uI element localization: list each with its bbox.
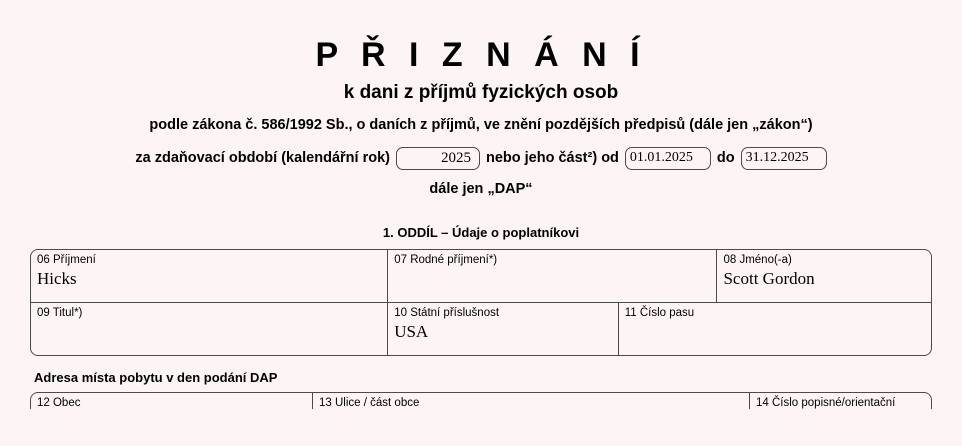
taxpayer-details-table bbox=[30, 249, 932, 356]
period-prefix-label: za zdaňovací období (kalendářní rok) bbox=[135, 150, 390, 167]
field-house-number-label: 14 Číslo popisné/orientační bbox=[756, 396, 896, 409]
field-citizenship-label: 10 Státní příslušnost bbox=[394, 306, 500, 319]
page-subtitle: k dani z příjmů fyzických osob bbox=[343, 81, 619, 103]
table-row bbox=[31, 250, 931, 303]
address-table bbox=[30, 392, 932, 409]
field-passport[interactable] bbox=[619, 303, 931, 355]
document-page bbox=[0, 38, 962, 446]
field-surname-value: Hicks bbox=[37, 269, 77, 289]
address-section-heading: Adresa místa pobytu v den podání DAP bbox=[34, 369, 278, 385]
field-birth-surname[interactable] bbox=[388, 250, 717, 302]
period-from-field[interactable]: 01.01.2025 bbox=[625, 147, 711, 170]
field-street[interactable] bbox=[313, 393, 750, 409]
section-1-heading: 1. ODDÍL – Údaje o poplatníkovi bbox=[382, 224, 580, 240]
field-city[interactable] bbox=[31, 393, 313, 409]
field-passport-label: 11 Číslo pasu bbox=[624, 306, 695, 319]
table-row bbox=[31, 393, 931, 409]
field-birth-surname-label: 07 Rodné příjmení*) bbox=[394, 253, 498, 266]
dap-alias-line: dále jen „DAP“ bbox=[429, 180, 533, 197]
period-middle-label: nebo jeho část²) od bbox=[485, 150, 619, 167]
field-citizenship[interactable] bbox=[388, 303, 619, 355]
field-firstname[interactable] bbox=[717, 250, 931, 302]
table-row bbox=[31, 303, 931, 355]
field-surname[interactable] bbox=[31, 250, 388, 302]
field-surname-label: 06 Příjmení bbox=[37, 253, 96, 266]
page-title: P Ř I Z N Á N Í bbox=[315, 36, 647, 74]
period-to-label: do bbox=[716, 150, 735, 167]
field-firstname-value: Scott Gordon bbox=[723, 269, 815, 289]
tax-period-line bbox=[0, 147, 962, 170]
field-city-label: 12 Obec bbox=[37, 396, 81, 409]
tax-year-field[interactable]: 2025 bbox=[396, 147, 480, 170]
field-citizenship-value: USA bbox=[394, 322, 429, 342]
field-title-label: 09 Titul*) bbox=[37, 306, 83, 319]
field-firstname-label: 08 Jméno(-a) bbox=[723, 253, 792, 266]
period-to-field[interactable]: 31.12.2025 bbox=[741, 147, 827, 170]
field-title[interactable] bbox=[31, 303, 388, 355]
field-house-number[interactable] bbox=[750, 393, 931, 409]
field-street-label: 13 Ulice / část obce bbox=[319, 396, 420, 409]
law-reference-line: podle zákona č. 586/1992 Sb., o daních z příjmů, ve znění pozdějších předpisů (dále jen „zákon“) bbox=[149, 116, 813, 133]
